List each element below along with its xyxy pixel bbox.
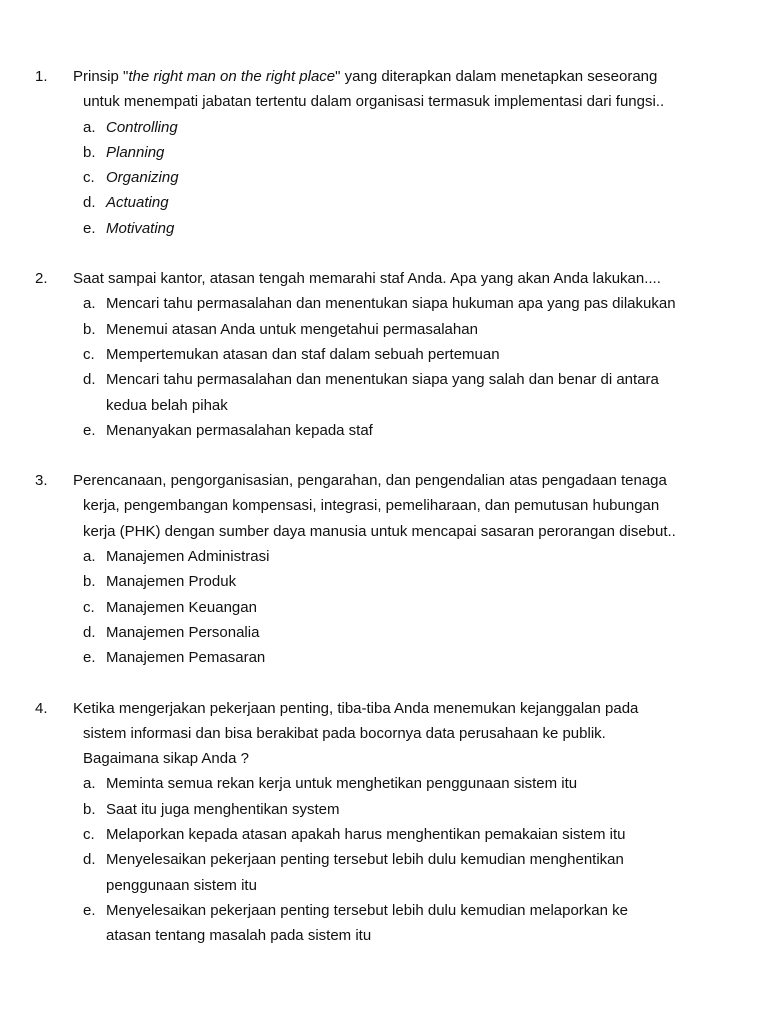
question-text bbox=[83, 493, 659, 518]
answer-option bbox=[0, 822, 768, 847]
answer-option bbox=[0, 317, 768, 342]
answer-option bbox=[0, 165, 768, 190]
option-text: Manajemen Personalia bbox=[106, 623, 260, 641]
answer-option bbox=[0, 771, 768, 796]
text-fragment: Bagaimana sikap Anda ? bbox=[83, 750, 249, 768]
option-text: Mempertemukan atasan dan staf dalam sebuah pertemuan bbox=[106, 345, 500, 363]
answer-option bbox=[0, 923, 768, 948]
text-fragment: kerja, pengembangan kompensasi, integrasi, pemeliharaan, dan pemutusan hubungan bbox=[83, 497, 660, 515]
option-text: Controlling bbox=[106, 118, 178, 136]
option-letter: a. bbox=[83, 548, 96, 566]
option-letter: b. bbox=[83, 800, 96, 818]
answer-option bbox=[0, 847, 768, 872]
question-text bbox=[73, 696, 638, 721]
question-stem-line bbox=[0, 64, 768, 89]
answer-option bbox=[0, 418, 768, 443]
question-number: 2. bbox=[35, 270, 48, 288]
option-text: Menanyakan permasalahan kepada staf bbox=[106, 421, 373, 439]
option-letter: c. bbox=[83, 826, 95, 844]
question-number: 1. bbox=[35, 68, 48, 85]
option-text: Organizing bbox=[106, 169, 179, 187]
question-stem-line bbox=[0, 519, 768, 544]
option-text: Menemui atasan Anda untuk mengetahui permasalahan bbox=[106, 320, 478, 338]
option-letter: e. bbox=[83, 649, 96, 667]
document-page bbox=[0, 64, 768, 974]
answer-option bbox=[0, 367, 768, 392]
text-fragment: Saat sampai kantor, atasan tengah memarahi staf Anda. Apa yang akan Anda lakukan.... bbox=[73, 270, 661, 288]
text-fragment: sistem informasi dan bisa berakibat pada bocornya data perusahaan ke publik. bbox=[83, 724, 606, 742]
option-text: Menyelesaikan pekerjaan penting tersebut lebih dulu kemudian menghentikan bbox=[106, 851, 624, 869]
answer-option bbox=[0, 115, 768, 140]
answer-option bbox=[0, 595, 768, 620]
option-text: Meminta semua rekan kerja untuk menghetikan penggunaan sistem itu bbox=[106, 775, 578, 793]
answer-option bbox=[0, 645, 768, 670]
option-text: Manajemen Administrasi bbox=[106, 548, 270, 566]
option-letter: c. bbox=[83, 169, 95, 187]
question-1 bbox=[0, 64, 768, 241]
option-letter: e. bbox=[83, 219, 96, 237]
option-letter: a. bbox=[83, 118, 96, 136]
option-letter: d. bbox=[83, 623, 96, 641]
answer-option bbox=[0, 342, 768, 367]
question-3 bbox=[0, 468, 768, 670]
option-letter: d. bbox=[83, 371, 96, 389]
answer-option bbox=[0, 291, 768, 316]
question-number: 3. bbox=[35, 472, 48, 490]
answer-option bbox=[0, 393, 768, 418]
answer-option bbox=[0, 569, 768, 594]
text-fragment: " yang diterapkan dalam menetapkan seseorang bbox=[335, 68, 658, 85]
text-fragment: Perencanaan, pengorganisasian, pengarahan, dan pengendalian atas pengadaan tenaga bbox=[73, 472, 667, 490]
option-text: atasan tentang masalah pada sistem itu bbox=[106, 927, 372, 945]
question-text bbox=[73, 64, 657, 89]
option-text: Motivating bbox=[106, 219, 175, 237]
question-stem-line bbox=[0, 468, 768, 493]
option-letter: e. bbox=[83, 901, 96, 919]
option-letter: e. bbox=[83, 421, 96, 439]
answer-option bbox=[0, 190, 768, 215]
answer-option bbox=[0, 620, 768, 645]
option-letter: c. bbox=[83, 598, 95, 616]
question-stem-line bbox=[0, 746, 768, 771]
option-letter: b. bbox=[83, 573, 96, 591]
question-text bbox=[73, 468, 667, 493]
option-text: Menyelesaikan pekerjaan penting tersebut lebih dulu kemudian melaporkan ke bbox=[106, 901, 628, 919]
option-text: Manajemen Pemasaran bbox=[106, 649, 266, 667]
option-text: Melaporkan kepada atasan apakah harus menghentikan pemakaian sistem itu bbox=[106, 826, 626, 844]
option-text: Mencari tahu permasalahan dan menentukan siapa hukuman apa yang pas dilakukan bbox=[106, 295, 676, 313]
question-4 bbox=[0, 696, 768, 949]
option-text: Manajemen Keuangan bbox=[106, 598, 257, 616]
text-fragment: untuk menempati jabatan tertentu dalam organisasi termasuk implementasi dari fungsi.. bbox=[83, 93, 665, 111]
answer-option bbox=[0, 216, 768, 241]
option-text: Planning bbox=[106, 143, 165, 161]
question-stem-line bbox=[0, 89, 768, 114]
question-text bbox=[83, 519, 676, 544]
option-letter: a. bbox=[83, 295, 96, 313]
italic-phrase: the right man on the right place bbox=[128, 68, 336, 85]
option-text: Mencari tahu permasalahan dan menentukan siapa yang salah dan benar di antara bbox=[106, 371, 659, 389]
question-stem-line bbox=[0, 266, 768, 291]
option-text: penggunaan sistem itu bbox=[106, 876, 257, 894]
question-2 bbox=[0, 266, 768, 443]
question-text bbox=[83, 746, 249, 771]
option-text: Actuating bbox=[106, 194, 169, 212]
answer-option bbox=[0, 140, 768, 165]
answer-option bbox=[0, 873, 768, 898]
option-letter: b. bbox=[83, 143, 96, 161]
answer-option bbox=[0, 898, 768, 923]
answer-option bbox=[0, 797, 768, 822]
question-text bbox=[83, 721, 606, 746]
text-fragment: Prinsip " bbox=[73, 68, 129, 85]
question-stem-line bbox=[0, 696, 768, 721]
option-letter: d. bbox=[83, 194, 96, 212]
question-text bbox=[73, 266, 661, 291]
option-text: Saat itu juga menghentikan system bbox=[106, 800, 340, 818]
option-letter: d. bbox=[83, 851, 96, 869]
option-text: Manajemen Produk bbox=[106, 573, 237, 591]
text-fragment: kerja (PHK) dengan sumber daya manusia untuk mencapai sasaran perorangan disebut.. bbox=[83, 522, 676, 540]
question-number: 4. bbox=[35, 699, 48, 717]
option-letter: b. bbox=[83, 320, 96, 338]
question-stem-line bbox=[0, 721, 768, 746]
option-letter: c. bbox=[83, 345, 95, 363]
option-letter: a. bbox=[83, 775, 96, 793]
question-stem-line bbox=[0, 493, 768, 518]
question-text bbox=[83, 89, 664, 114]
text-fragment: Ketika mengerjakan pekerjaan penting, tiba-tiba Anda menemukan kejanggalan pada bbox=[73, 699, 639, 717]
option-text: kedua belah pihak bbox=[106, 396, 228, 414]
answer-option bbox=[0, 544, 768, 569]
